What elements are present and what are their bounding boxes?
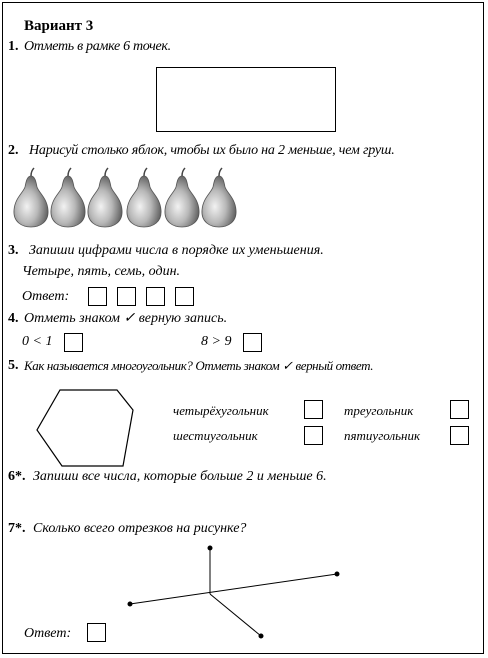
task4-text: Отметь знаком ✓ верную запись. — [24, 311, 228, 326]
task3-number: 3. — [8, 243, 19, 258]
option-triangle: треугольник — [344, 403, 414, 418]
task3-text: Запиши цифрами числа в порядке их уменьшения. — [29, 243, 324, 258]
task4-option-2: 8 > 9 — [201, 334, 232, 349]
option-hexagon: шестиугольник — [173, 428, 258, 443]
check-box[interactable] — [243, 333, 262, 352]
task3-answer-label: Ответ: — [22, 289, 70, 304]
task4-number: 4. — [8, 311, 19, 326]
answer-box[interactable] — [175, 287, 194, 306]
task7-text: Сколько всего отрезков на рисунке? — [33, 521, 247, 536]
page-title: Вариант 3 — [24, 18, 94, 34]
task3-numbers-words: Четыре, пять, семь, один. — [22, 264, 181, 279]
pear-icon — [88, 168, 122, 227]
check-box[interactable] — [304, 400, 323, 419]
check-box[interactable] — [450, 426, 469, 445]
pear-icon — [51, 168, 85, 227]
segments-drawing — [128, 546, 339, 638]
task5-text: Как называется многоугольник? Отметь знаком ✓ верный ответ. — [24, 358, 374, 373]
task7-answer-label: Ответ: — [24, 626, 72, 641]
task6-number: 6*. — [8, 469, 26, 484]
option-quadrilateral: четырёхугольник — [173, 403, 269, 418]
answer-box[interactable] — [87, 623, 106, 642]
task6-text: Запиши все числа, которые больше 2 и меньше 6. — [33, 469, 327, 484]
task5-number: 5. — [8, 358, 19, 373]
task1-number: 1. — [8, 39, 19, 54]
task2-text: Нарисуй столько яблок, чтобы их было на 2 меньше, чем груш. — [29, 143, 395, 158]
pear-icon — [202, 168, 236, 227]
option-pentagon: пятиугольник — [344, 428, 421, 443]
answer-box[interactable] — [88, 287, 107, 306]
pear-icon — [127, 168, 161, 227]
hexagon-shape — [37, 390, 133, 466]
task1-text: Отметь в рамке 6 точек. — [24, 39, 171, 54]
pear-icon — [165, 168, 199, 227]
answer-box[interactable] — [146, 287, 165, 306]
task7-number: 7*. — [8, 521, 26, 536]
check-box[interactable] — [64, 333, 83, 352]
check-box[interactable] — [450, 400, 469, 419]
pear-icon — [14, 168, 48, 227]
task2-number: 2. — [8, 143, 19, 158]
answer-box[interactable] — [117, 287, 136, 306]
check-box[interactable] — [304, 426, 323, 445]
task4-option-1: 0 < 1 — [22, 334, 53, 349]
